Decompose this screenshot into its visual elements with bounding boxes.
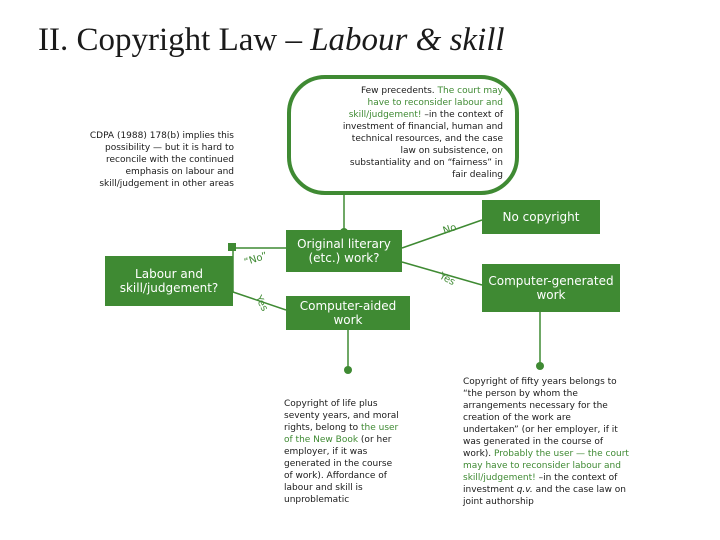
computer-aided-box: Computer-aided work <box>286 296 410 330</box>
branch-label-no-quoted: “No” <box>242 250 269 269</box>
fifty-years-note: Copyright of fifty years belongs to “the person by whom the arrangements necessary for the creation of the work are undertaken” (or her employer, if it was generated in the course of work). Probably the user — the court may have to reconsider labour and skill/judgement! –in the context of investment q.v. and the case law on joint authorship <box>463 377 629 507</box>
labour-skill-box: Labour and skill/judgement? <box>105 256 233 306</box>
title-main: II. Copyright Law – <box>38 22 311 58</box>
connector-node <box>228 243 236 251</box>
computer-generated-box: Computer-generated work <box>482 264 620 312</box>
no-copyright-box: No copyright <box>482 200 600 234</box>
branch-label-no-right: No <box>441 222 458 237</box>
original-work-box: Original literary (etc.) work? <box>286 230 402 272</box>
no-to-no-copyright-line <box>402 220 482 248</box>
title-italic: Labour & skill <box>310 22 505 58</box>
cdpa-note: CDPA (1988) 178(b) implies this possibility — but it is hard to reconcile with the continued emphasis on labour and skill/judgement in other areas <box>89 131 234 189</box>
branch-label-yes-right: Yes <box>437 270 457 289</box>
life-note-dot <box>344 366 352 374</box>
bubble-text: Few precedents. The court may have to reconsider labour and skill/judgement! –in the context of investment of financial, human and technical resources, and the case law on subsistence, on substantiality and on “fairness” in fair dealing <box>342 86 503 180</box>
fifty-note-dot <box>536 362 544 370</box>
life-plus-seventy-note: Copyright of life plus seventy years, and moral rights, belong to the user of the New Book (or her employer, if it was generated in the course of work). Affordance of labour and skill is unproblematic <box>284 399 399 505</box>
branch-label-yes-lower: Yes <box>252 293 270 314</box>
